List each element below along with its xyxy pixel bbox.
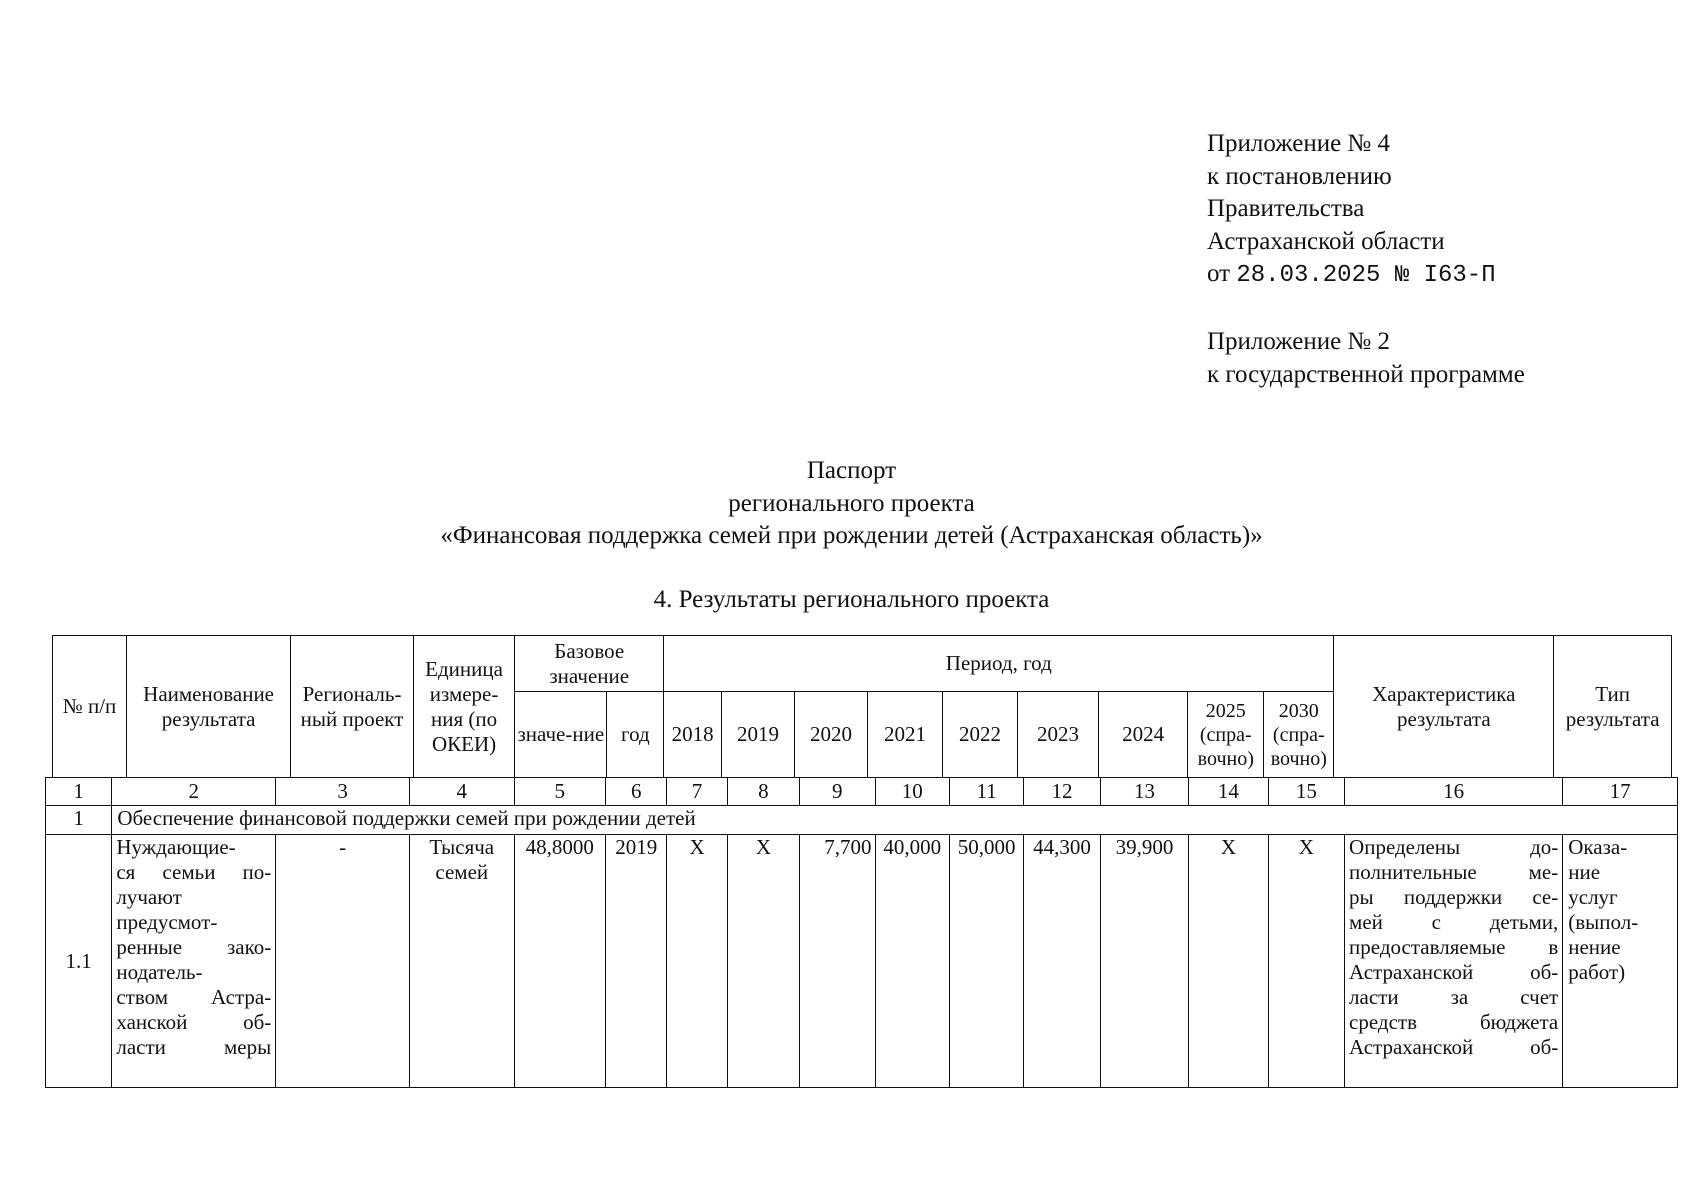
section-row-num: 1 — [46, 806, 112, 835]
col-number: 6 — [606, 778, 667, 806]
results-body-table — [45, 777, 1678, 1088]
header-unit: Единица измере-ния (по ОКЕИ) — [413, 636, 514, 778]
col-number: 12 — [1024, 778, 1100, 806]
row-value-2021: 40,000 — [875, 835, 949, 1088]
row-type-line: работ) — [1568, 960, 1626, 984]
row-characteristic-line: ласти за счет — [1349, 985, 1559, 1009]
row-unit — [409, 835, 514, 1088]
row-name — [112, 835, 276, 1088]
row-type — [1563, 835, 1678, 1088]
col-number: 13 — [1100, 778, 1188, 806]
header-base-year: год — [607, 692, 664, 778]
row-value-2023: 44,300 — [1024, 835, 1100, 1088]
row-regional: - — [276, 835, 410, 1088]
row-type-line: Оказа- — [1568, 835, 1628, 859]
section-title: 4. Результаты регионального проекта — [653, 586, 1050, 613]
row-name-line: нодатель- — [116, 960, 203, 984]
col-number: 14 — [1189, 778, 1268, 806]
header-year-2030: 2030 (спра-вочно) — [1264, 692, 1334, 778]
col-number: 4 — [409, 778, 514, 806]
row-base-year: 2019 — [606, 835, 667, 1088]
col-number: 1 — [46, 778, 112, 806]
row-value-2018: X — [667, 835, 727, 1088]
row-name-line: Нуждающие- — [116, 835, 236, 859]
title-line-2: регионального проекта — [728, 489, 975, 517]
row-name-line: ся семьи по- — [116, 860, 272, 884]
header-period: Период, год — [664, 636, 1334, 692]
row-characteristic-line: Астраханской об- — [1349, 960, 1559, 984]
document-title — [0, 455, 1703, 553]
results-header-table — [52, 635, 1672, 778]
appendix2-line-1: Приложение № 2 — [1207, 328, 1391, 355]
header-type: Тип результата — [1554, 636, 1672, 778]
appendix2-line-2: к государственной программе — [1207, 360, 1525, 388]
row-characteristic — [1345, 835, 1563, 1088]
appendix-date-value: 28.03.2025 № I63-П — [1236, 262, 1496, 289]
header-year-2023: 2023 — [1017, 692, 1098, 778]
header-name: Наименование результата — [126, 636, 290, 778]
row-type-line: нение — [1568, 935, 1621, 959]
row-type-line: услуг — [1568, 885, 1618, 909]
col-number: 16 — [1345, 778, 1563, 806]
header-year-2022: 2022 — [942, 692, 1017, 778]
header-year-2020: 2020 — [794, 692, 867, 778]
col-number: 9 — [800, 778, 875, 806]
col-number: 7 — [667, 778, 727, 806]
row-value-2019: X — [727, 835, 799, 1088]
section-row-text: Обеспечение финансовой поддержки семей при рождении детей — [112, 806, 1678, 835]
row-value-2030: X — [1268, 835, 1344, 1088]
row-unit-line: Тысяча — [429, 835, 495, 859]
appendix-date-line — [1207, 258, 1496, 293]
header-num: № п/п — [53, 636, 127, 778]
header-year-2018: 2018 — [664, 692, 722, 778]
header-base-value: значе-ние — [515, 692, 607, 778]
appendix-line-1: Приложение № 4 — [1207, 130, 1391, 157]
col-number: 15 — [1268, 778, 1344, 806]
row-value-2024: 39,900 — [1100, 835, 1188, 1088]
row-name-line: лучают — [116, 885, 182, 909]
appendix-second — [1207, 326, 1525, 391]
col-number: 5 — [514, 778, 606, 806]
row-value-2025: X — [1189, 835, 1268, 1088]
row-characteristic-line: мей с детьми, — [1349, 910, 1559, 934]
row-name-line: ханской об- — [116, 1010, 272, 1034]
row-unit-line: семей — [435, 860, 489, 884]
header-regional: Региональ-ный проект — [291, 636, 414, 778]
row-characteristic-line: средств бюджета — [1349, 1010, 1559, 1034]
col-number: 11 — [949, 778, 1023, 806]
col-number: 3 — [276, 778, 410, 806]
row-name-line: предусмот- — [116, 910, 218, 934]
row-characteristic-line: Определены до- — [1349, 835, 1559, 859]
title-line-3: «Финансовая поддержка семей при рождении детей (Астраханская область)» — [440, 522, 1263, 549]
row-characteristic-line: Астраханской об- — [1349, 1035, 1559, 1059]
appendix-line-3: Правительства — [1207, 195, 1365, 222]
row-type-line: ние — [1568, 860, 1601, 884]
row-name-line: ренные зако- — [116, 935, 272, 959]
row-characteristic-line: предоставляемые в — [1349, 935, 1559, 959]
row-value-2020: 7,700 — [800, 835, 875, 1088]
row-type-line: (выпол- — [1568, 910, 1639, 934]
col-number: 8 — [727, 778, 799, 806]
appendix-line-2: к постановлению — [1207, 162, 1392, 190]
section-row — [46, 806, 1678, 835]
header-year-2024: 2024 — [1099, 692, 1188, 778]
header-year-2021: 2021 — [867, 692, 942, 778]
row-characteristic-line: полнительные ме- — [1349, 860, 1559, 884]
appendix-header — [1207, 128, 1496, 293]
col-number: 2 — [112, 778, 276, 806]
col-number: 10 — [875, 778, 949, 806]
appendix-date-prefix: от — [1207, 260, 1231, 287]
header-year-2019: 2019 — [722, 692, 795, 778]
row-characteristic-line: ры поддержки се- — [1349, 885, 1559, 909]
header-year-2025: 2025 (спра-вочно) — [1188, 692, 1264, 778]
row-base-value: 48,8000 — [514, 835, 606, 1088]
appendix-line-4: Астраханской области — [1207, 227, 1445, 255]
title-line-1: Паспорт — [806, 457, 897, 484]
header-characteristic: Характеристика результата — [1334, 636, 1554, 778]
column-number-row — [46, 778, 1678, 806]
header-base: Базовое значение — [515, 636, 664, 692]
table-row — [46, 835, 1678, 1088]
row-num: 1.1 — [46, 835, 112, 1088]
row-name-line: ством Астра- — [116, 985, 272, 1009]
col-number: 17 — [1563, 778, 1678, 806]
row-name-line: ласти меры — [116, 1035, 272, 1059]
row-value-2022: 50,000 — [949, 835, 1023, 1088]
